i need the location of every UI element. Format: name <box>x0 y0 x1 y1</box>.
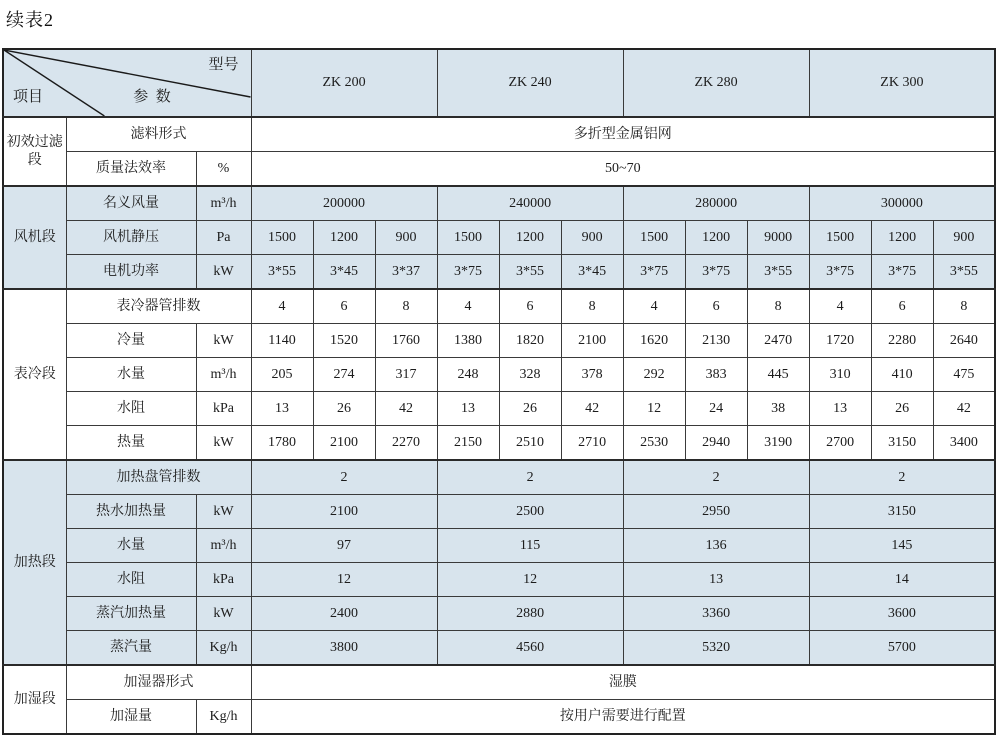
value-cell: 1720 <box>809 324 871 358</box>
value-cell: 1780 <box>251 426 313 461</box>
value-cell: 3*75 <box>871 255 933 290</box>
value-cell: 多折型金属铝网 <box>251 117 995 152</box>
value-cell: 13 <box>437 392 499 426</box>
param-cell: 加湿量 <box>66 700 196 735</box>
spec-table <box>2 48 996 735</box>
value-cell: 2270 <box>375 426 437 461</box>
value-cell: 900 <box>933 221 995 255</box>
value-cell: 97 <box>251 529 437 563</box>
unit-cell: Kg/h <box>196 700 251 735</box>
value-cell: 3*75 <box>685 255 747 290</box>
param-cell: 热水加热量 <box>66 495 196 529</box>
value-cell: 3360 <box>623 597 809 631</box>
value-cell: 3*37 <box>375 255 437 290</box>
unit-cell: m³/h <box>196 529 251 563</box>
row-filter-media <box>3 117 995 152</box>
row-steam-flow <box>3 631 995 666</box>
param-cell: 滤料形式 <box>66 117 251 152</box>
param-cell: 质量法效率 <box>66 152 196 187</box>
value-cell: 3*55 <box>251 255 313 290</box>
param-cell: 水阻 <box>66 563 196 597</box>
value-cell: 42 <box>375 392 437 426</box>
value-cell: 3*45 <box>561 255 623 290</box>
value-cell: 1200 <box>499 221 561 255</box>
value-cell: 8 <box>561 289 623 324</box>
value-cell: 4 <box>437 289 499 324</box>
value-cell: 3190 <box>747 426 809 461</box>
value-cell: 310 <box>809 358 871 392</box>
value-cell: 475 <box>933 358 995 392</box>
value-cell: 2 <box>251 460 437 495</box>
value-cell: 445 <box>747 358 809 392</box>
value-cell: 3600 <box>809 597 995 631</box>
value-cell: 42 <box>561 392 623 426</box>
header-row <box>3 49 995 117</box>
value-cell: 8 <box>747 289 809 324</box>
value-cell: 1500 <box>437 221 499 255</box>
unit-cell: Kg/h <box>196 631 251 666</box>
value-cell: 5700 <box>809 631 995 666</box>
value-cell: 2470 <box>747 324 809 358</box>
model-header-zk280: ZK 280 <box>623 49 809 117</box>
value-cell: 2700 <box>809 426 871 461</box>
param-cell: 加热盘管排数 <box>66 460 251 495</box>
unit-cell: kW <box>196 426 251 461</box>
row-cooling-capacity <box>3 324 995 358</box>
value-cell: 3*55 <box>933 255 995 290</box>
value-cell: 2100 <box>313 426 375 461</box>
unit-cell: kW <box>196 597 251 631</box>
value-cell: 317 <box>375 358 437 392</box>
value-cell: 383 <box>685 358 747 392</box>
value-cell: 38 <box>747 392 809 426</box>
value-cell: 3*75 <box>809 255 871 290</box>
value-cell: 410 <box>871 358 933 392</box>
row-cooling-water-resistance <box>3 392 995 426</box>
unit-cell: kW <box>196 255 251 290</box>
value-cell: 2 <box>437 460 623 495</box>
value-cell: 115 <box>437 529 623 563</box>
value-cell: 2880 <box>437 597 623 631</box>
value-cell: 26 <box>313 392 375 426</box>
value-cell: 1520 <box>313 324 375 358</box>
value-cell: 3*45 <box>313 255 375 290</box>
value-cell: 1500 <box>809 221 871 255</box>
row-heating-coil-rows <box>3 460 995 495</box>
row-heat-capacity <box>3 426 995 461</box>
value-cell: 3*55 <box>499 255 561 290</box>
corner-item-label: 项目 <box>13 89 44 106</box>
value-cell: 5320 <box>623 631 809 666</box>
unit-cell: kPa <box>196 563 251 597</box>
unit-cell: kPa <box>196 392 251 426</box>
corner-cell <box>3 49 251 117</box>
value-cell: 50~70 <box>251 152 995 187</box>
value-cell: 13 <box>809 392 871 426</box>
unit-cell: % <box>196 152 251 187</box>
param-cell: 表冷器管排数 <box>66 289 251 324</box>
value-cell: 4 <box>809 289 871 324</box>
value-cell: 900 <box>375 221 437 255</box>
value-cell: 2 <box>809 460 995 495</box>
value-cell: 300000 <box>809 186 995 221</box>
value-cell: 900 <box>561 221 623 255</box>
value-cell: 3*55 <box>747 255 809 290</box>
value-cell: 26 <box>499 392 561 426</box>
value-cell: 328 <box>499 358 561 392</box>
value-cell: 280000 <box>623 186 809 221</box>
param-cell: 风机静压 <box>66 221 196 255</box>
unit-cell: m³/h <box>196 186 251 221</box>
value-cell: 13 <box>623 563 809 597</box>
model-header-zk200: ZK 200 <box>251 49 437 117</box>
value-cell: 6 <box>313 289 375 324</box>
value-cell: 42 <box>933 392 995 426</box>
value-cell: 145 <box>809 529 995 563</box>
value-cell: 14 <box>809 563 995 597</box>
value-cell: 4 <box>623 289 685 324</box>
section-cell-heating: 加热段 <box>3 460 66 665</box>
unit-cell: kW <box>196 495 251 529</box>
value-cell: 2950 <box>623 495 809 529</box>
value-cell: 6 <box>685 289 747 324</box>
row-steam-heating <box>3 597 995 631</box>
unit-cell: kW <box>196 324 251 358</box>
param-cell: 蒸汽加热量 <box>66 597 196 631</box>
value-cell: 2400 <box>251 597 437 631</box>
corner-param-label: 参 数 <box>133 89 171 106</box>
section-cell-filter: 初效过滤段 <box>3 117 66 186</box>
row-airflow <box>3 186 995 221</box>
value-cell: 13 <box>251 392 313 426</box>
param-cell: 冷量 <box>66 324 196 358</box>
row-coil-rows <box>3 289 995 324</box>
row-humidifying-amount <box>3 700 995 735</box>
value-cell: 2280 <box>871 324 933 358</box>
value-cell: 2500 <box>437 495 623 529</box>
value-cell: 3150 <box>809 495 995 529</box>
value-cell: 3*75 <box>437 255 499 290</box>
section-cell-cooling: 表冷段 <box>3 289 66 460</box>
value-cell: 274 <box>313 358 375 392</box>
value-cell: 12 <box>437 563 623 597</box>
value-cell: 24 <box>685 392 747 426</box>
value-cell: 8 <box>375 289 437 324</box>
value-cell: 2130 <box>685 324 747 358</box>
param-cell: 水量 <box>66 529 196 563</box>
section-cell-fan: 风机段 <box>3 186 66 289</box>
value-cell: 2100 <box>251 495 437 529</box>
value-cell: 1140 <box>251 324 313 358</box>
value-cell: 4560 <box>437 631 623 666</box>
value-cell: 1620 <box>623 324 685 358</box>
value-cell: 2100 <box>561 324 623 358</box>
row-hot-water-heating <box>3 495 995 529</box>
value-cell: 6 <box>499 289 561 324</box>
row-motor-power <box>3 255 995 290</box>
value-cell: 2530 <box>623 426 685 461</box>
value-cell: 12 <box>623 392 685 426</box>
value-cell: 248 <box>437 358 499 392</box>
value-cell: 1500 <box>251 221 313 255</box>
model-header-zk240: ZK 240 <box>437 49 623 117</box>
row-heating-water-resistance <box>3 563 995 597</box>
value-cell: 3*75 <box>623 255 685 290</box>
value-cell: 1200 <box>685 221 747 255</box>
value-cell: 4 <box>251 289 313 324</box>
value-cell: 1500 <box>623 221 685 255</box>
value-cell: 1760 <box>375 324 437 358</box>
section-cell-humidifying: 加湿段 <box>3 665 66 734</box>
value-cell: 2150 <box>437 426 499 461</box>
row-filter-efficiency <box>3 152 995 187</box>
value-cell: 湿膜 <box>251 665 995 700</box>
value-cell: 3150 <box>871 426 933 461</box>
value-cell: 136 <box>623 529 809 563</box>
value-cell: 1200 <box>313 221 375 255</box>
value-cell: 6 <box>871 289 933 324</box>
param-cell: 名义风量 <box>66 186 196 221</box>
corner-model-label: 型号 <box>208 57 239 73</box>
value-cell: 2640 <box>933 324 995 358</box>
row-heating-water-flow <box>3 529 995 563</box>
value-cell: 378 <box>561 358 623 392</box>
page-title: 续表2 <box>6 10 54 30</box>
value-cell: 3400 <box>933 426 995 461</box>
model-header-zk300: ZK 300 <box>809 49 995 117</box>
value-cell: 3800 <box>251 631 437 666</box>
param-cell: 电机功率 <box>66 255 196 290</box>
param-cell: 加湿器形式 <box>66 665 251 700</box>
value-cell: 12 <box>251 563 437 597</box>
row-humidifier-type <box>3 665 995 700</box>
param-cell: 热量 <box>66 426 196 461</box>
value-cell: 2 <box>623 460 809 495</box>
value-cell: 按用户需要进行配置 <box>251 700 995 735</box>
unit-cell: m³/h <box>196 358 251 392</box>
row-cooling-water-flow <box>3 358 995 392</box>
value-cell: 2510 <box>499 426 561 461</box>
param-cell: 水量 <box>66 358 196 392</box>
unit-cell: Pa <box>196 221 251 255</box>
value-cell: 2940 <box>685 426 747 461</box>
value-cell: 26 <box>871 392 933 426</box>
value-cell: 1380 <box>437 324 499 358</box>
value-cell: 1200 <box>871 221 933 255</box>
value-cell: 8 <box>933 289 995 324</box>
value-cell: 292 <box>623 358 685 392</box>
value-cell: 2710 <box>561 426 623 461</box>
param-cell: 蒸汽量 <box>66 631 196 666</box>
row-static-pressure <box>3 221 995 255</box>
param-cell: 水阻 <box>66 392 196 426</box>
value-cell: 205 <box>251 358 313 392</box>
value-cell: 240000 <box>437 186 623 221</box>
value-cell: 9000 <box>747 221 809 255</box>
value-cell: 1820 <box>499 324 561 358</box>
value-cell: 200000 <box>251 186 437 221</box>
